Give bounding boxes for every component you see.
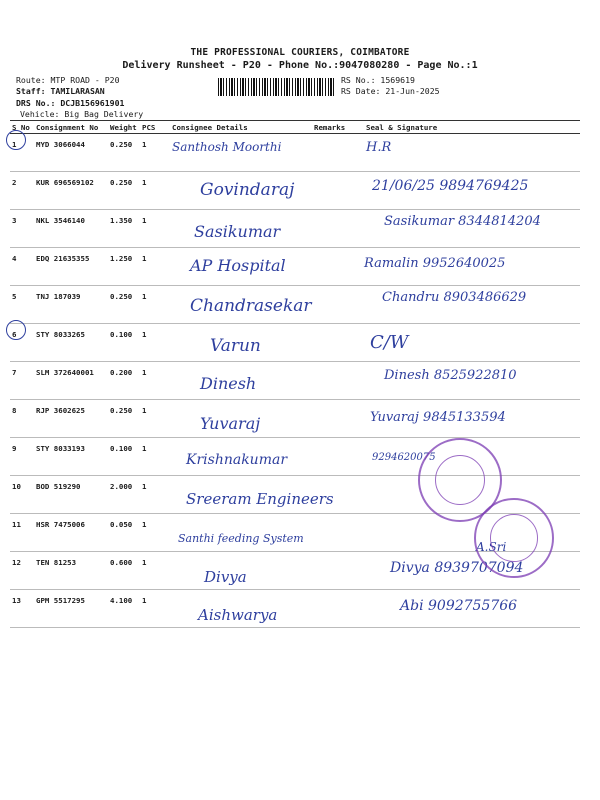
cell-sno: 9 (10, 438, 34, 476)
hw-signature-8: Yuvaraj 9845133594 (370, 410, 506, 425)
hw-consignee-2: Govindaraj (200, 180, 295, 200)
cell-consignment: EDQ 21635355 (34, 248, 108, 286)
cell-sno: 12 (10, 552, 34, 590)
cell-weight: 4.100 (108, 590, 140, 628)
route-label: Route: MTP ROAD - P20 (16, 75, 120, 85)
cell-sno: 2 (10, 172, 34, 210)
cell-pcs: 1 (140, 362, 170, 400)
cell-weight: 1.350 (108, 210, 140, 248)
cell-consignment: RJP 3602625 (34, 400, 108, 438)
col-consignment: Consignment No (34, 121, 108, 134)
hw-consignee-11: Santhi feeding System (178, 532, 304, 545)
hw-signature-12: Divya 8939707094 (390, 560, 524, 576)
hw-signature-6: C/W (370, 332, 409, 353)
col-seal: Seal & Signature (364, 121, 580, 134)
cell-sno: 11 (10, 514, 34, 552)
feeding-system-seal-stamp (474, 498, 554, 578)
cell-pcs: 1 (140, 514, 170, 552)
cell-weight: 0.600 (108, 552, 140, 590)
hw-consignee-5: Chandrasekar (190, 296, 312, 316)
col-consignee: Consignee Details (170, 121, 312, 134)
cell-pcs: 1 (140, 210, 170, 248)
drs-number: DRS No.: DCJB156961901 (16, 98, 125, 108)
col-remarks: Remarks (312, 121, 364, 134)
cell-consignment: TEN 81253 (34, 552, 108, 590)
cell-consignment: SLM 372640001 (34, 362, 108, 400)
cell-pcs: 1 (140, 172, 170, 210)
cell-sno: 10 (10, 476, 34, 514)
hw-consignee-9: Krishnakumar (186, 452, 288, 468)
rs-number: RS No.: 1569619 (341, 75, 415, 85)
hw-signature-11: A.Sri (476, 540, 507, 554)
cell-pcs: 1 (140, 476, 170, 514)
cell-consignment: MYD 3066044 (34, 134, 108, 172)
hw-signature-2: 21/06/25 9894769425 (372, 178, 529, 194)
cell-weight: 1.250 (108, 248, 140, 286)
cell-weight: 0.100 (108, 438, 140, 476)
hw-consignee-8: Yuvaraj (200, 414, 261, 433)
hw-signature-4: Ramalin 9952640025 (364, 256, 506, 271)
cell-weight: 2.000 (108, 476, 140, 514)
cell-sno: 1 (10, 134, 34, 172)
cell-pcs: 1 (140, 324, 170, 362)
cell-pcs: 1 (140, 248, 170, 286)
cell-pcs: 1 (140, 400, 170, 438)
col-pcs: PCS (140, 121, 170, 134)
cell-consignment: NKL 3546140 (34, 210, 108, 248)
cell-weight: 0.250 (108, 400, 140, 438)
table-row (10, 134, 580, 172)
hw-consignee-3: Sasikumar (194, 222, 281, 241)
cell-pcs: 1 (140, 286, 170, 324)
cell-consignment: BOD 519290 (34, 476, 108, 514)
hw-consignee-10: Sreeram Engineers (186, 490, 334, 508)
company-title: THE PROFESSIONAL COURIERS, COIMBATORE (190, 47, 410, 58)
hw-signature-1: H.R (366, 140, 392, 155)
rs-date: RS Date: 21-Jun-2025 (341, 86, 440, 96)
hw-consignee-12: Divya (204, 568, 247, 586)
cell-sno: 3 (10, 210, 34, 248)
hw-consignee-7: Dinesh (200, 374, 257, 393)
cell-pcs: 1 (140, 590, 170, 628)
hw-consignee-1: Santhosh Moorthi (172, 140, 282, 154)
cell-sno: 6 (10, 324, 34, 362)
cell-sno: 5 (10, 286, 34, 324)
table-row (10, 324, 580, 362)
hw-consignee-4: AP Hospital (190, 256, 286, 275)
vehicle-label: Vehicle: Big Bag Delivery (20, 109, 144, 119)
cell-pcs: 1 (140, 134, 170, 172)
cell-pcs: 1 (140, 438, 170, 476)
col-weight: Weight (108, 121, 140, 134)
cell-consignment: GPM 5517295 (34, 590, 108, 628)
hw-signature-7: Dinesh 8525922810 (384, 368, 517, 383)
cell-weight: 0.250 (108, 286, 140, 324)
cell-sno: 7 (10, 362, 34, 400)
cell-sno: 4 (10, 248, 34, 286)
hw-consignee-13: Aishwarya (198, 606, 278, 624)
cell-consignment: HSR 7475006 (34, 514, 108, 552)
cell-weight: 0.050 (108, 514, 140, 552)
cell-weight: 0.200 (108, 362, 140, 400)
cell-weight: 0.250 (108, 134, 140, 172)
cell-pcs: 1 (140, 552, 170, 590)
hw-signature-5: Chandru 8903486629 (382, 290, 527, 305)
cell-consignment: STY 8033193 (34, 438, 108, 476)
hw-signature-3: Sasikumar 8344814204 (384, 214, 541, 229)
row1-circle-mark (6, 130, 26, 150)
hw-signature-9: 9294620075 (372, 452, 436, 463)
cell-consignment: STY 8033265 (34, 324, 108, 362)
cell-consignment: TNJ 187039 (34, 286, 108, 324)
col-sno: S No (10, 121, 34, 134)
cell-weight: 0.100 (108, 324, 140, 362)
cell-sno: 8 (10, 400, 34, 438)
cell-weight: 0.250 (108, 172, 140, 210)
staff-label: Staff: TAMILARASAN (16, 86, 105, 96)
table-header (10, 121, 580, 134)
hw-consignee-6: Varun (210, 336, 261, 356)
row6-circle-mark (6, 320, 26, 340)
runsheet-subtitle: Delivery Runsheet - P20 - Phone No.:9047080280 - Page No.:1 (122, 60, 478, 71)
hw-signature-13: Abi 9092755766 (400, 598, 518, 614)
cell-sno: 13 (10, 590, 34, 628)
cell-consignment: KUR 696569102 (34, 172, 108, 210)
barcode (218, 78, 336, 96)
